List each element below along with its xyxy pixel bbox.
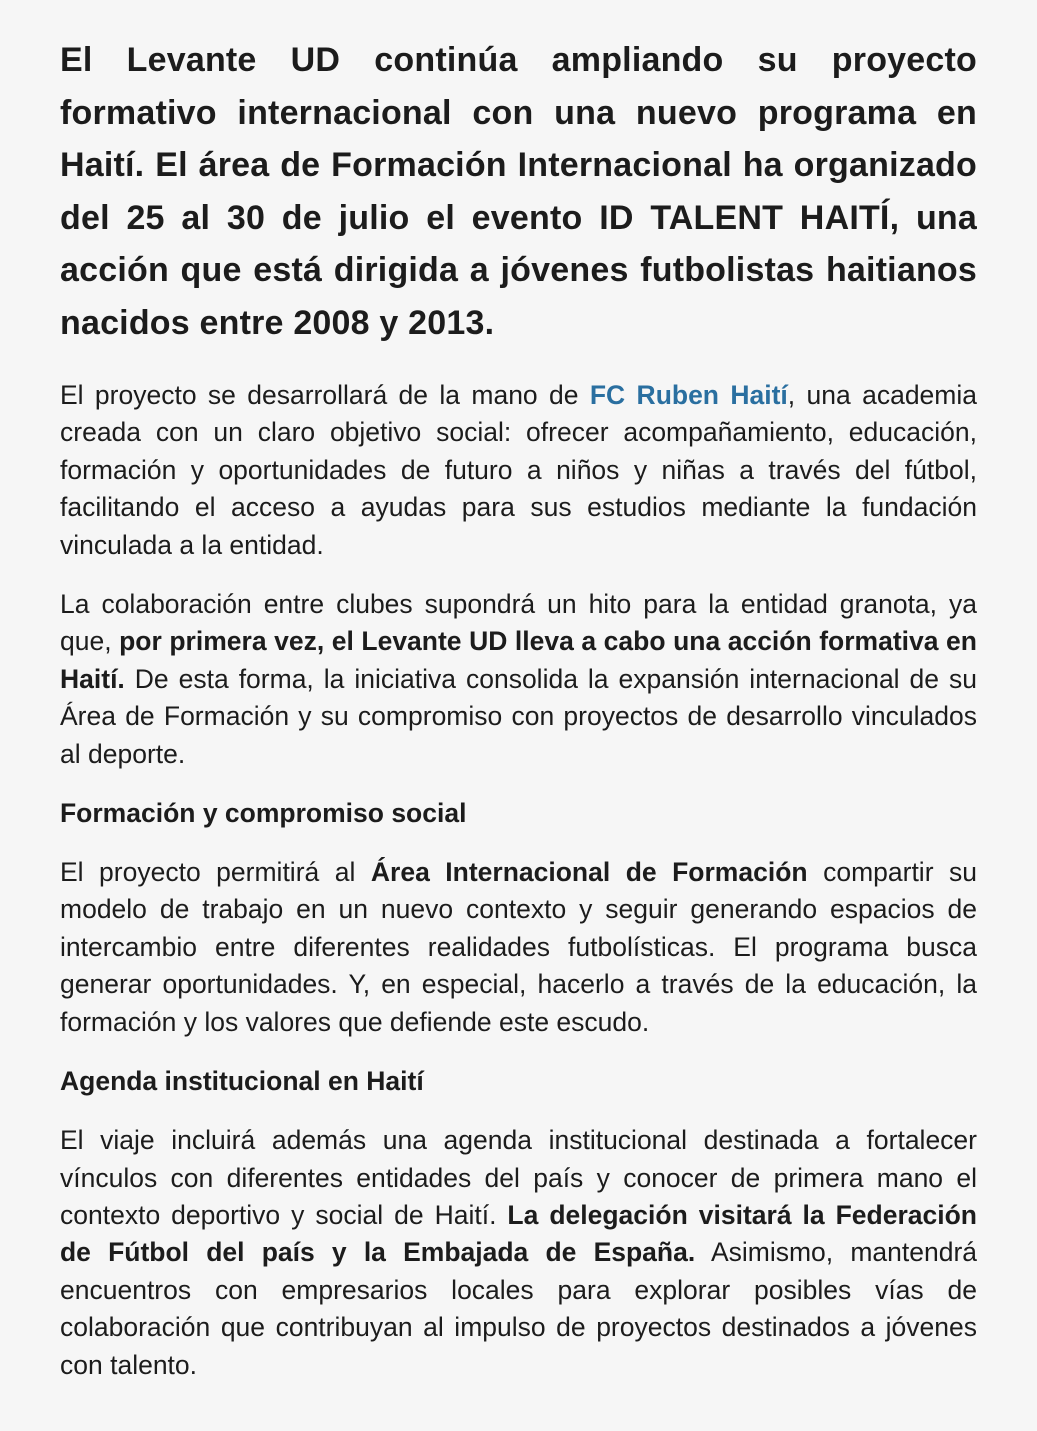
- article-body: [60, 34, 977, 1406]
- article-lead: El Levante UD continúa ampliando su proyecto formativo internacional con una nuevo programa en Haití. El área de Formación Internacional ha organizado del 25 al 30 de julio el evento ID TALENT HAITÍ, una acción que está dirigida a jóvenes futbolistas haitianos nacidos entre 2008 y 2013.: [60, 41, 977, 342]
- paragraph-1: [60, 377, 977, 564]
- paragraph-2-text-start: La colaboración entre clubes supondrá un hito para la entidad granota, ya que,: [60, 589, 977, 657]
- paragraph-1-text-start: El proyecto se desarrollará de la mano de: [60, 380, 590, 410]
- paragraph-2-highlight: por primera vez, el Levante UD lleva a cabo una acción formativa en Haití.: [60, 626, 977, 694]
- subheading-formacion: Formación y compromiso social: [60, 798, 467, 829]
- paragraph-3: [60, 854, 977, 1041]
- paragraph-2: [60, 586, 977, 773]
- paragraph-4: [60, 1122, 977, 1384]
- fc-ruben-haiti-link[interactable]: FC Ruben Haití: [589, 380, 788, 410]
- paragraph-3-highlight: Área Internacional de Formación: [370, 857, 808, 888]
- paragraph-4-text-end: Asimismo, mantendrá encuentros con empresarios locales para explorar posibles vías de colaboración que contribuyan al impulso de proyectos destinados a jóvenes con talento.: [60, 1237, 978, 1380]
- paragraph-3-text-end: compartir su modelo de trabajo en un nuevo contexto y seguir generando espacios de intercambio entre diferentes realidades futbolísticas. El programa busca generar oportunidades. Y, en especial, hacerlo a través de la educación, la formación y los valores que defiende este escudo.: [60, 857, 977, 1037]
- paragraph-2-text-end: De esta forma, la iniciativa consolida la expansión internacional de su Área de Formación y su compromiso con proyectos de desarrollo vinculados al deporte.: [60, 663, 977, 769]
- paragraph-3-text-start: El proyecto permitirá al: [60, 857, 371, 888]
- paragraph-4-highlight: La delegación visitará la Federación de Fútbol del país y la Embajada de España.: [60, 1199, 977, 1268]
- paragraph-4-text-start: El viaje incluirá además una agenda institucional destinada a fortalecer vínculos con diferentes entidades del país y conocer de primera mano el contexto deportivo y social de Haití.: [60, 1125, 977, 1230]
- subheading-agenda: Agenda institucional en Haití: [60, 1066, 424, 1097]
- paragraph-1-text-end: , una academia creada con un claro objetivo social: ofrecer acompañamiento, educación, formación y oportunidades de futuro a niños y niñas a través del fútbol, facilitando el acceso a ayudas para sus estudios mediante la fundación vinculada a la entidad.: [60, 380, 977, 560]
